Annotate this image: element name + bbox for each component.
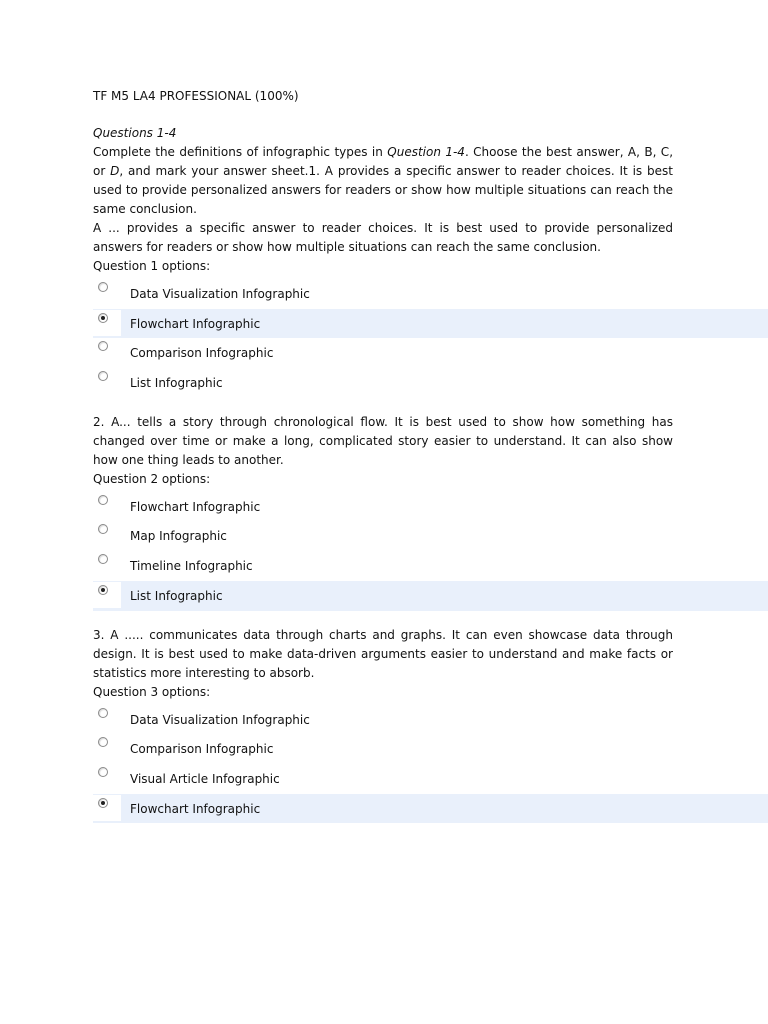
- option-label: Comparison Infographic: [130, 346, 274, 361]
- option-label: Flowchart Infographic: [130, 316, 261, 331]
- radio-button[interactable]: [98, 282, 108, 292]
- question-2-text: 2. A... tells a story through chronological flow. It is best used to show how something has changed over time or make a long, complicated story easier to understand. It can also show how one thing leads to another.: [93, 414, 673, 467]
- question-3-option-d[interactable]: [93, 794, 768, 824]
- radio-button[interactable]: [98, 524, 108, 534]
- option-label: Comparison Infographic: [130, 742, 274, 757]
- radio-button[interactable]: [98, 737, 108, 747]
- option-label: Flowchart Infographic: [130, 499, 261, 514]
- question-2-options: [93, 492, 673, 611]
- intro-text-italic1: Question 1-4: [387, 145, 465, 159]
- option-label: Flowchart Infographic: [130, 801, 261, 816]
- quiz-page: [93, 87, 673, 823]
- radio-button[interactable]: [98, 767, 108, 777]
- question-2-option-a[interactable]: [93, 492, 768, 522]
- question-1-text: A ... provides a specific answer to reader choices. It is best used to provide personalized answers for readers or show how multiple situations can reach the same conclusion.: [93, 221, 673, 254]
- question-1-option-d[interactable]: [93, 368, 768, 398]
- intro-text-italic2: D: [110, 164, 120, 178]
- question-1-option-b[interactable]: [93, 309, 768, 339]
- radio-button-checked[interactable]: [98, 585, 108, 595]
- intro-text: [93, 143, 673, 219]
- option-label: Data Visualization Infographic: [130, 712, 310, 727]
- question-2-option-c[interactable]: [93, 551, 768, 581]
- radio-button[interactable]: [98, 554, 108, 564]
- option-label: Map Infographic: [130, 529, 227, 544]
- question-3-options: [93, 705, 673, 824]
- radio-button[interactable]: [98, 708, 108, 718]
- question-2-options-label: Question 2 options:: [93, 471, 211, 486]
- question-2: [93, 413, 673, 611]
- option-label: Visual Article Infographic: [130, 771, 280, 786]
- question-2-option-b[interactable]: [93, 521, 768, 551]
- question-2-option-d[interactable]: [93, 581, 768, 611]
- question-1-options: [93, 279, 673, 398]
- question-3: [93, 626, 673, 824]
- question-1-option-c[interactable]: [93, 338, 768, 368]
- option-label: List Infographic: [130, 588, 223, 603]
- question-3-option-c[interactable]: [93, 764, 768, 794]
- question-1-options-label: Question 1 options:: [93, 259, 211, 273]
- intro-text-part1: Complete the definitions of infographic types in: [93, 145, 388, 159]
- question-3-option-a[interactable]: [93, 705, 768, 735]
- radio-button[interactable]: [98, 371, 108, 381]
- question-3-text: 3. A ..... communicates data through charts and graphs. It can even showcase data through design. It is best used to make data-driven arguments easier to understand and make facts or statistics more interesting to absorb.: [93, 627, 673, 680]
- intro-text-part3: , and mark your answer sheet.1. A provides a specific answer to reader choices. It is best used to provide personalized answers for readers or show how multiple situations can reach the same conclusion.: [93, 164, 673, 216]
- question-3-options-label: Question 3 options:: [93, 684, 211, 699]
- question-3-option-b[interactable]: [93, 734, 768, 764]
- radio-button-checked[interactable]: [98, 313, 108, 323]
- radio-button[interactable]: [98, 495, 108, 505]
- radio-button[interactable]: [98, 341, 108, 351]
- option-label: List Infographic: [130, 376, 223, 391]
- question-1: [93, 219, 673, 398]
- option-label: Data Visualization Infographic: [130, 287, 310, 301]
- question-1-option-a[interactable]: [93, 279, 768, 309]
- option-label: Timeline Infographic: [130, 559, 253, 574]
- radio-button-checked[interactable]: [98, 798, 108, 808]
- intro-text-part2: . Choose the best answer, A, B, C, or: [93, 145, 674, 178]
- intro-heading: Questions 1-4: [93, 126, 177, 140]
- page-title: TF M5 LA4 PROFESSIONAL (100%): [93, 89, 299, 103]
